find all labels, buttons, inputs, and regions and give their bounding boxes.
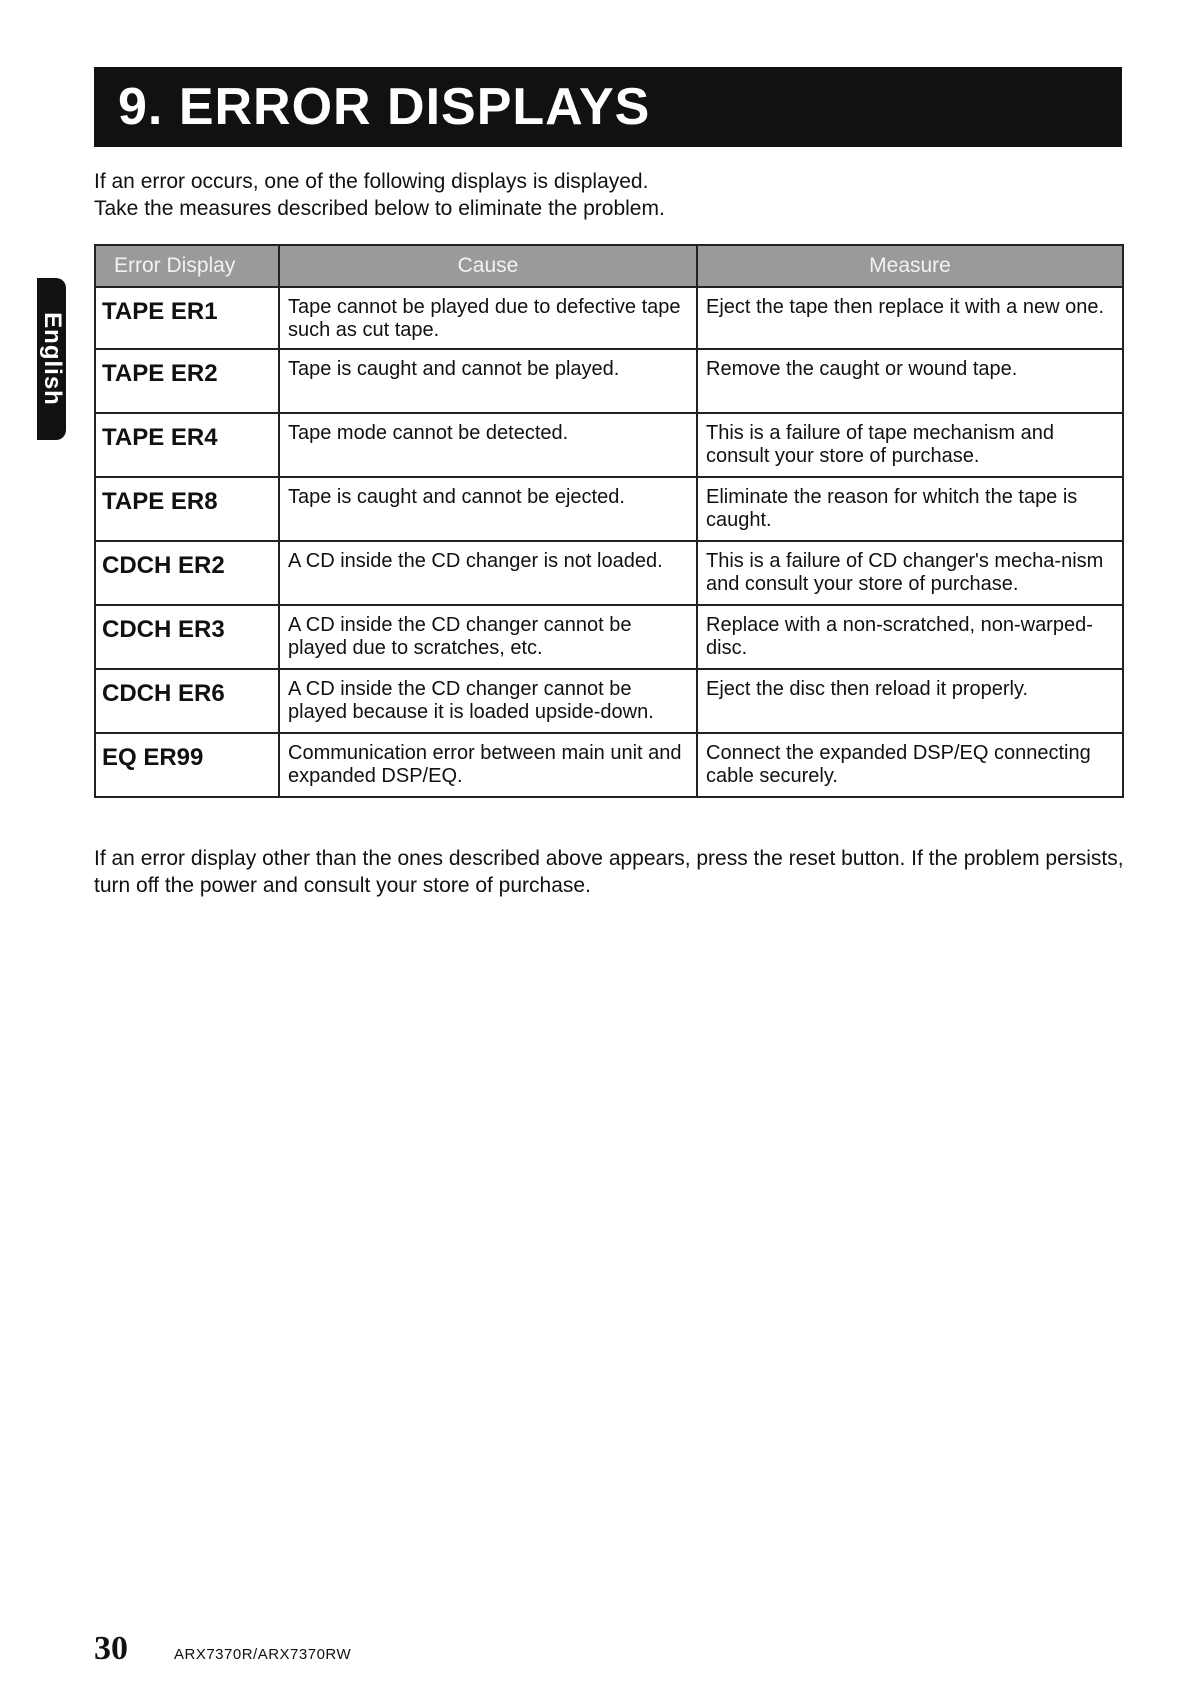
error-measure: Eject the disc then reload it properly. <box>697 669 1123 733</box>
table-row <box>95 477 1123 541</box>
header-measure: Measure <box>697 245 1123 287</box>
error-measure: Connect the expanded DSP/EQ connecting cable securely. <box>697 733 1123 797</box>
error-code: EQ ER99 <box>95 733 279 797</box>
error-measure: This is a failure of tape mechanism and consult your store of purchase. <box>697 413 1123 477</box>
error-code: CDCH ER2 <box>95 541 279 605</box>
table-row <box>95 413 1123 477</box>
error-measure: Eject the tape then replace it with a new one. <box>697 287 1123 349</box>
error-measure: This is a failure of CD changer's mecha-nism and consult your store of purchase. <box>697 541 1123 605</box>
header-error-display: Error Display <box>95 245 279 287</box>
page-footer <box>94 1630 351 1668</box>
table-row <box>95 669 1123 733</box>
section-title-bar <box>94 67 1122 147</box>
error-cause: A CD inside the CD changer cannot be played due to scratches, etc. <box>279 605 697 669</box>
table-row <box>95 349 1123 413</box>
error-code: TAPE ER1 <box>95 287 279 349</box>
header-cause: Cause <box>279 245 697 287</box>
error-cause: Tape is caught and cannot be ejected. <box>279 477 697 541</box>
table-row <box>95 605 1123 669</box>
reset-instructions: If an error display other than the ones described above appears, press the reset button. If the problem persists, turn off the power and consult your store of purchase. <box>94 847 1124 897</box>
error-cause: A CD inside the CD changer cannot be played because it is loaded upside-down. <box>279 669 697 733</box>
error-cause: Tape cannot be played due to defective tape such as cut tape. <box>279 287 697 349</box>
error-cause: A CD inside the CD changer is not loaded. <box>279 541 697 605</box>
error-cause: Tape is caught and cannot be played. <box>279 349 697 413</box>
error-code: CDCH ER3 <box>95 605 279 669</box>
language-tab-label: English <box>38 312 66 406</box>
error-code: TAPE ER2 <box>95 349 279 413</box>
error-measure: Eliminate the reason for whitch the tape is caught. <box>697 477 1123 541</box>
error-measure: Replace with a non-scratched, non-warped-disc. <box>697 605 1123 669</box>
error-display-table <box>94 244 1124 798</box>
model-number: ARX7370R/ARX7370RW <box>174 1646 352 1663</box>
intro-line-1: If an error occurs, one of the following displays is displayed. <box>94 170 649 193</box>
section-title: 9. ERROR DISPLAYS <box>118 78 651 136</box>
table-header-row <box>95 245 1123 287</box>
error-measure: Remove the caught or wound tape. <box>697 349 1123 413</box>
error-code: TAPE ER8 <box>95 477 279 541</box>
error-cause: Communication error between main unit and expanded DSP/EQ. <box>279 733 697 797</box>
error-code: CDCH ER6 <box>95 669 279 733</box>
language-side-tab <box>37 278 66 440</box>
error-code: TAPE ER4 <box>95 413 279 477</box>
intro-text <box>94 168 1122 222</box>
page-number: 30 <box>94 1630 128 1667</box>
intro-line-2: Take the measures described below to eliminate the problem. <box>94 197 665 220</box>
table-row <box>95 287 1123 349</box>
error-cause: Tape mode cannot be detected. <box>279 413 697 477</box>
table-row <box>95 541 1123 605</box>
table-row <box>95 733 1123 797</box>
